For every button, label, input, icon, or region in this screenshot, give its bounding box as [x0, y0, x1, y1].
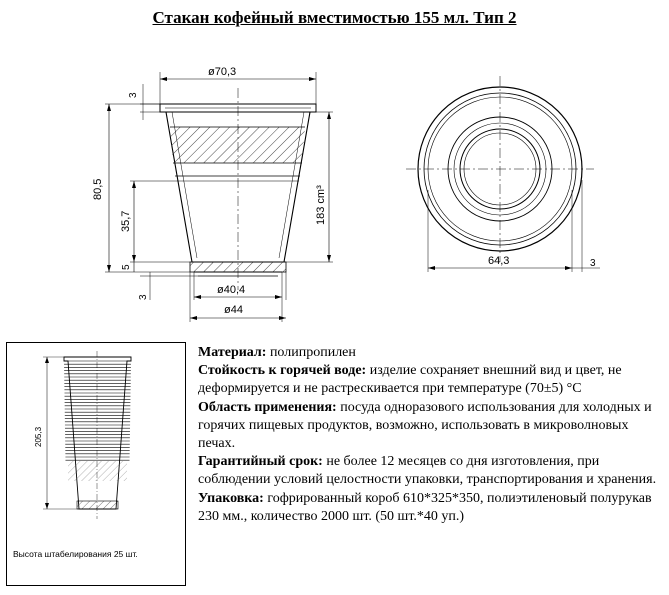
dim-step: 5 — [121, 264, 132, 270]
description-item — [198, 344, 664, 362]
description-text: полипропилен — [266, 345, 356, 360]
description-label: Упаковка: — [198, 490, 264, 506]
page-title: Стакан кофейный вместимостью 155 мл. Тип 2 — [152, 8, 517, 27]
description-label: Область применения: — [198, 399, 337, 415]
stacked-cups-drawing — [7, 343, 185, 543]
description-text: изделие сохраняет внешний вид и цвет, не деформируется и не растрескивается при температуре (70±5) °С — [198, 363, 622, 397]
dim-base-outer: ø44 — [224, 304, 243, 316]
dim-band: 35,7 — [120, 210, 132, 232]
description-text: посуда одноразового использования для холодных и горячих пищевых продуктов, возможно, использовать в микроволновых печах. — [198, 399, 652, 452]
description-block — [198, 344, 664, 526]
dim-volume: 183 cm³ — [315, 185, 327, 225]
dim-rim: 3 — [128, 92, 139, 98]
description-label: Стойкость к горячей воде: — [198, 363, 367, 379]
stack-panel — [6, 342, 186, 586]
description-label: Материал: — [198, 345, 267, 360]
dim-height: 80,5 — [92, 178, 104, 200]
description-item — [198, 362, 664, 398]
description-text: гофрированный короб 610*325*350, полиэтиленовый полурукав 230 мм., количество 2000 шт. (50 шт.*40 уп.) — [198, 490, 652, 524]
dim-plan-diameter: 64,3 — [488, 255, 510, 267]
description-item — [198, 453, 664, 489]
description-text: не более 12 месяцев со дня изготовления, при соблюдении условий целостности упаковки, транспортирования и хранения. — [198, 454, 657, 488]
description-item — [198, 399, 664, 454]
description-label: Гарантийный срок: — [198, 454, 323, 470]
description-item — [198, 490, 664, 526]
dim-foot: 3 — [138, 294, 149, 300]
stack-height-label: 205,3 — [34, 426, 43, 447]
dim-top-diameter: ø70,3 — [208, 66, 237, 78]
stack-caption: Высота штабелирования 25 шт. — [13, 549, 138, 559]
dim-base-inner: ø40,4 — [217, 284, 246, 296]
dim-plan-rim: 3 — [590, 258, 596, 269]
